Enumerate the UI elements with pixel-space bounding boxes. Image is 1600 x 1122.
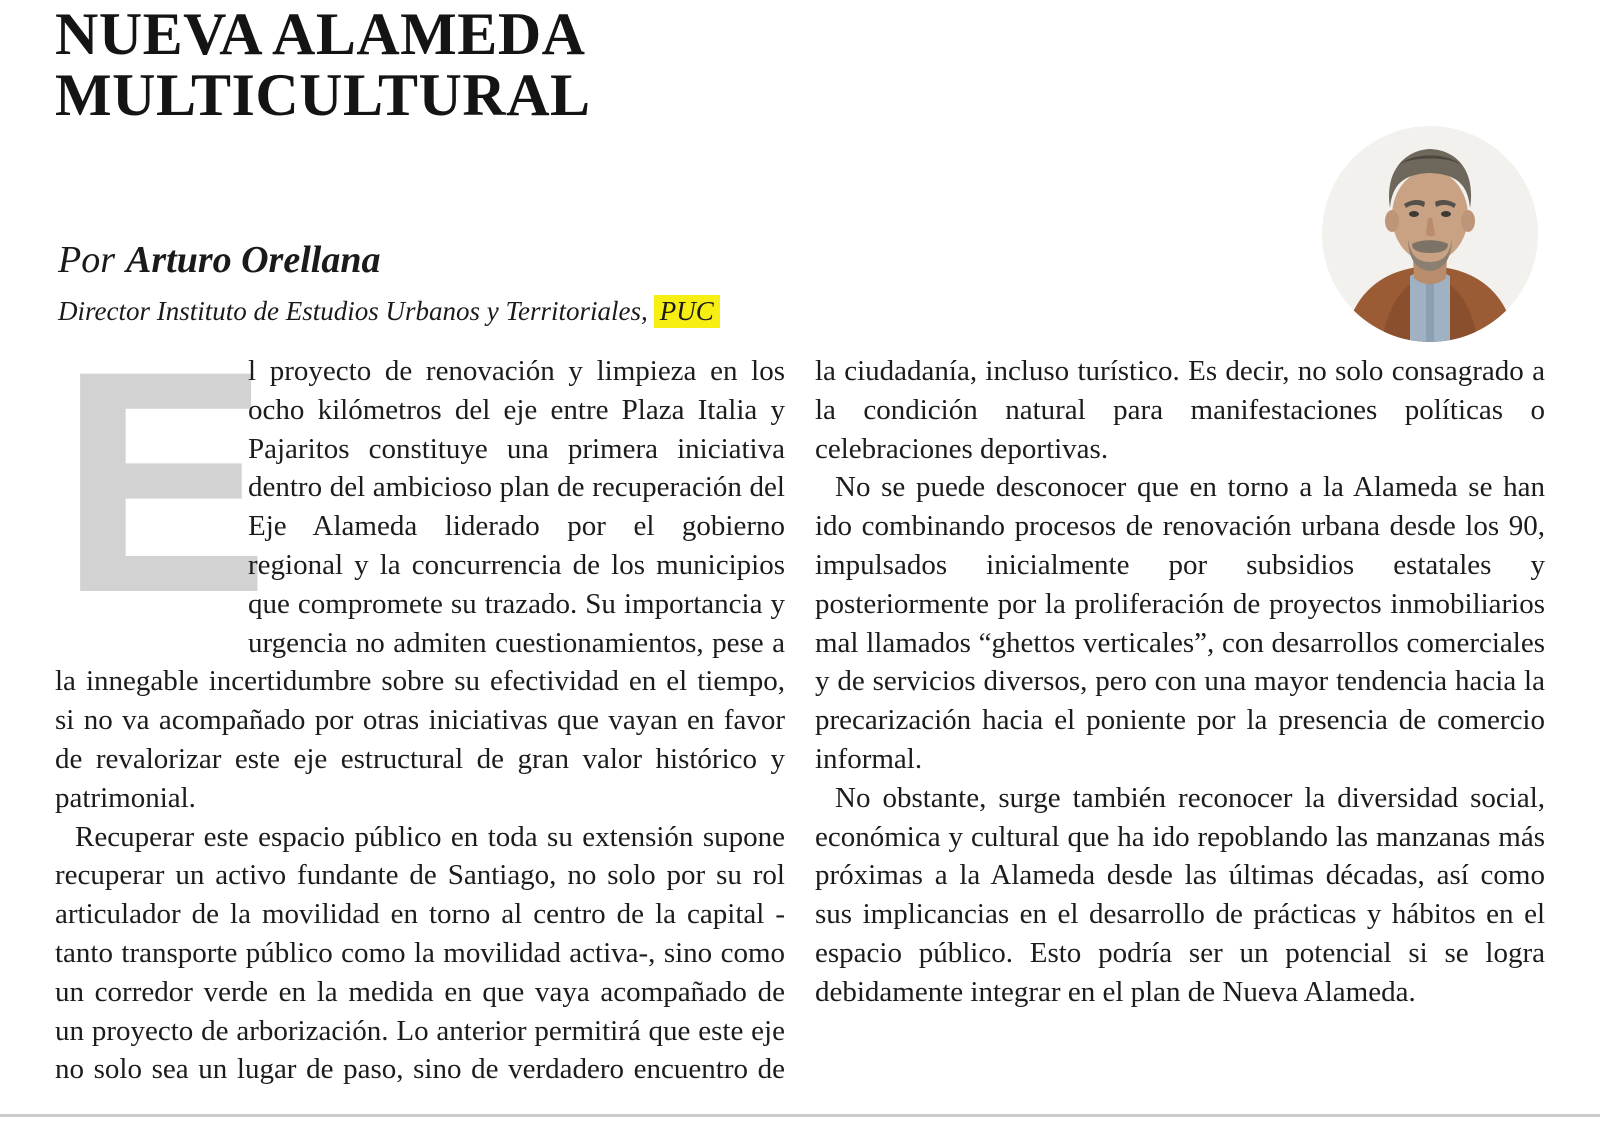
- affiliation-highlight: PUC: [654, 295, 720, 328]
- author-name: Arturo Orellana: [126, 239, 381, 281]
- paragraph-2: Recuperar este espacio público en toda su extensión supone recuperar un activo fundante de Santiago, no solo por su rol articulador de la movilidad en torno al centro de la capital -tanto transporte público como la movilidad activa-, sino como un corredor verde en la medida en que vaya acompañado de un proyecto de arborización. Lo anterior permitirá que este eje no solo sea un lugar de paso, sino de verdadero encuentro de la ciudadanía, incluso turístico. Es decir, no solo consagrado a la condición natural para manifestaciones políticas o celebraciones deportivas.: [55, 355, 1545, 1086]
- author-portrait-image: [1322, 126, 1538, 342]
- author-photo: [1322, 126, 1538, 342]
- article-title-line1: NUEVA ALAMEDA: [55, 1, 586, 67]
- byline-prefix: Por: [58, 239, 115, 281]
- bottom-divider: [0, 1114, 1600, 1117]
- article-title-line2: MULTICULTURAL: [55, 62, 591, 128]
- drop-cap: [55, 305, 270, 658]
- paragraph-4: No obstante, surge también reconocer la diversidad social, económica y cultural que ha ido repoblando las manzanas más próximas a la Alameda desde las últimas décadas, así como sus implicancias en el desarrollo de prácticas y hábitos en el espacio público. Esto podría ser un potencial si se logra debidamente integrar en el plan de Nueva Alameda.: [815, 781, 1545, 1008]
- affiliation-text: Director Instituto de Estudios Urbanos y Territoriales,: [58, 296, 648, 326]
- paragraph-1-text: l proyecto de renovación y limpieza en los ocho kilómetros del eje entre Plaza Italia y Pajaritos constituye una primera iniciativa dentro del ambicioso plan de recuperación del Eje Alameda liderado por el gobierno regional y la concurrencia de los municipios que compromete su trazado. Su importancia y urgencia no admiten cuestionamientos, pese a la innegable incertidumbre sobre su efectividad en el tiempo, si no va acompañado por otras iniciativas que vayan en favor de revalorizar este eje estructural de gran valor histórico y patrimonial.: [55, 355, 785, 814]
- paragraph-3: No se puede desconocer que en torno a la Alameda se han ido combinando procesos de renovación urbana desde los 90, impulsados inicialmente por subsidios estatales y posteriormente por la proliferación de proyectos inmobiliarios mal llamados “ghettos verticales”, con desarrollos comerciales y de servicios diversos, pero con una mayor tendencia hacia la precarización hacia el poniente por la presencia de comercio informal.: [815, 471, 1545, 775]
- byline: [58, 238, 380, 282]
- article-title: [55, 1, 591, 128]
- drop-cap-letter: E: [59, 305, 270, 658]
